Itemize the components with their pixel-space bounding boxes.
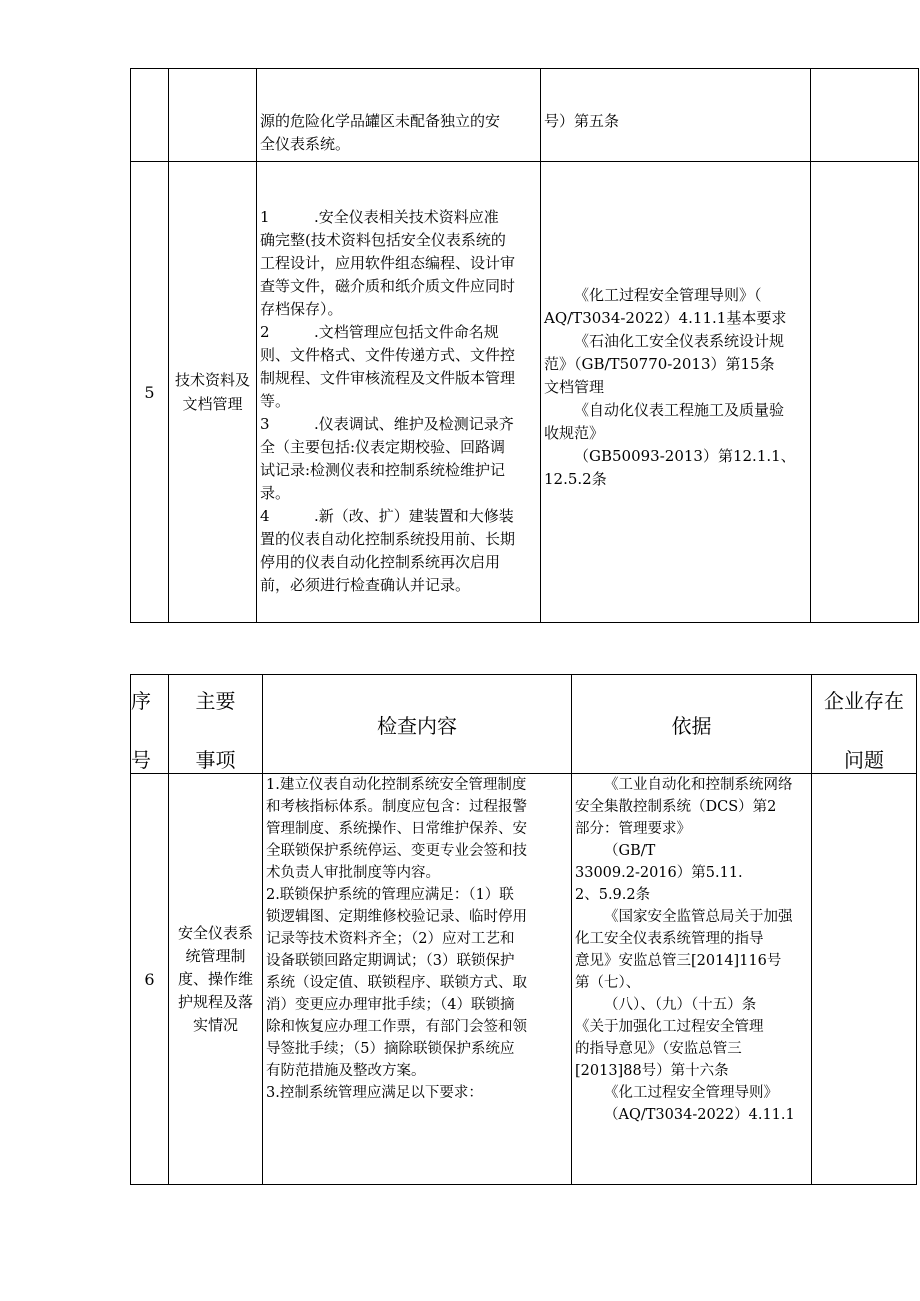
content-line: 1.建立仪表自动化控制系统安全管理制度 bbox=[266, 777, 527, 793]
content-line: 术负责人审批制度等内容。 bbox=[266, 865, 440, 881]
header-item: 主要 事项 bbox=[169, 675, 263, 774]
content-line: 置的仪表自动化控制系统投用前、长期 bbox=[260, 530, 516, 548]
clause-number: 3 bbox=[260, 415, 270, 433]
inspection-table-1 bbox=[130, 68, 919, 623]
basis-line: 第（七）、 bbox=[575, 975, 641, 991]
basis-line: 安全集散控制系统（DCS）第2 bbox=[575, 799, 777, 815]
item-line: 安全仪表系 bbox=[177, 923, 253, 942]
content-line: 存档保存）。 bbox=[260, 300, 343, 318]
basis-cell bbox=[572, 774, 812, 1185]
item-cell bbox=[169, 69, 257, 162]
content-line: 设备联锁回路定期调试；（3）联锁保护 bbox=[266, 953, 515, 969]
basis-line: 《化工过程安全管理导则》（ bbox=[574, 286, 762, 304]
item-line: 实情况 bbox=[192, 1015, 238, 1034]
content-line: 停用的仪表自动化控制系统再次启用 bbox=[260, 553, 501, 571]
header-content: 检查内容 bbox=[263, 675, 572, 774]
item-line: 护规程及落 bbox=[177, 992, 253, 1011]
clause-number: 2 bbox=[260, 323, 270, 341]
basis-line: 《国家安全监管总局关于加强 bbox=[604, 909, 793, 925]
header-basis: 依据 bbox=[572, 675, 812, 774]
content-line: 录。 bbox=[260, 484, 291, 502]
content-line: 等。 bbox=[260, 392, 291, 410]
header-issue: 企业存在 问题 bbox=[812, 675, 917, 774]
item-line: 统管理制 bbox=[185, 946, 246, 965]
issue-cell bbox=[812, 774, 917, 1185]
row-number: 5 bbox=[131, 162, 169, 623]
item-line: 度、操作维 bbox=[177, 969, 253, 988]
clause-number: 4 bbox=[260, 507, 270, 525]
issue-cell bbox=[811, 69, 919, 162]
table-row-5 bbox=[131, 162, 919, 623]
basis-line: 文档管理 bbox=[544, 378, 605, 396]
content-cell bbox=[257, 162, 541, 623]
content-line: 试记录:检测仪表和控制系统检维护记 bbox=[260, 461, 506, 479]
content-cell bbox=[257, 69, 541, 162]
item-cell bbox=[169, 774, 263, 1185]
row-number: 6 bbox=[131, 774, 169, 1185]
basis-line: 《石油化工安全仪表系统设计规 bbox=[574, 332, 785, 350]
basis-line: AQ/T3034-2022）4.11.1基本要求 bbox=[544, 309, 787, 327]
content-line: 工程设计，应用软件组态编程、设计审 bbox=[260, 254, 516, 272]
content-line: 制规程、文件审核流程及文件版本管理 bbox=[260, 369, 516, 387]
table-header-row bbox=[131, 675, 917, 774]
table-row-6 bbox=[131, 774, 917, 1185]
content-line: 和考核指标体系。制度应包含：过程报警 bbox=[266, 799, 527, 815]
basis-line: 部分：管理要求》 bbox=[575, 821, 691, 837]
inspection-table-2 bbox=[130, 674, 917, 1185]
basis-line: 《自动化仪表工程施工及质量验 bbox=[574, 401, 785, 419]
basis-line: 12.5.2条 bbox=[544, 470, 607, 488]
basis-line: 《关于加强化工过程安全管理 bbox=[575, 1019, 764, 1035]
content-line: 全仪表系统。 bbox=[260, 135, 351, 153]
content-line: 全（主要包括:仪表定期校验、回路调 bbox=[260, 438, 506, 456]
basis-line: 化工安全仪表系统管理的指导 bbox=[575, 931, 764, 947]
content-line: 前，必须进行检查确认并记录。 bbox=[260, 576, 471, 594]
basis-line: 收规范》 bbox=[544, 424, 605, 442]
basis-line: 意见》安监总管三[2014]116号 bbox=[575, 953, 782, 969]
content-line: 管理制度、系统操作、日常维护保养、安 bbox=[266, 821, 527, 837]
content-line: 3 .仪表调试、维护及检测记录齐 bbox=[260, 413, 537, 436]
content-line: 除和恢复应办理工作票，有部门会签和领 bbox=[266, 1019, 527, 1035]
item-cell bbox=[169, 162, 257, 623]
basis-line: （GB50093-2013）第12.1.1、 bbox=[574, 447, 796, 465]
content-line: 记录等技术资料齐全；（2）应对工艺和 bbox=[266, 931, 515, 947]
basis-line: （八）、（九）（十五）条 bbox=[604, 997, 757, 1013]
content-line: 查等文件，磁介质和纸介质文件应同时 bbox=[260, 277, 516, 295]
basis-line: 33009.2-2016）第5.11. bbox=[575, 865, 743, 881]
table-row-continuation bbox=[131, 69, 919, 162]
content-line: 全联锁保护系统停运、变更专业会签和技 bbox=[266, 843, 527, 859]
basis-line: 的指导意见》（安监总管三 bbox=[575, 1041, 742, 1057]
basis-line: 《化工过程安全管理导则》 bbox=[604, 1085, 778, 1101]
header-no: 序 号 bbox=[131, 675, 169, 774]
content-line: 有防范措施及整改方案。 bbox=[266, 1063, 426, 1079]
basis-line: [2013]88号）第十六条 bbox=[575, 1063, 729, 1079]
basis-line: 范》（GB/T50770-2013）第15条 bbox=[544, 355, 775, 373]
basis-line: 号）第五条 bbox=[544, 112, 620, 130]
clause-number: 1 bbox=[260, 208, 270, 226]
no-cell bbox=[131, 69, 169, 162]
content-line: 确完整(技术资料包括安全仪表系统的 bbox=[260, 231, 506, 249]
basis-line: （GB/T bbox=[604, 843, 656, 859]
content-line: 4 .新（改、扩）建装置和大修装 bbox=[260, 505, 537, 528]
content-line: 1 .安全仪表相关技术资料应准 bbox=[260, 206, 537, 229]
basis-line: 2、5.9.2条 bbox=[575, 887, 651, 903]
issue-cell bbox=[811, 162, 919, 623]
content-line: 2.联锁保护系统的管理应满足：（1）联 bbox=[266, 887, 514, 903]
content-line: 2 .文档管理应包括文件命名规 bbox=[260, 321, 537, 344]
basis-cell bbox=[541, 162, 811, 623]
basis-line: 《工业自动化和控制系统网络 bbox=[604, 777, 793, 793]
content-line: 锁逻辑图、定期维修校验记录、临时停用 bbox=[266, 909, 527, 925]
content-cell bbox=[263, 774, 572, 1185]
content-line: 则、文件格式、文件传递方式、文件控 bbox=[260, 346, 516, 364]
content-line: 导签批手续；（5）摘除联锁保护系统应 bbox=[266, 1041, 515, 1057]
content-line: 系统（设定值、联锁程序、联锁方式、取 bbox=[266, 975, 527, 991]
basis-line: （AQ/T3034-2022）4.11.1 bbox=[604, 1107, 795, 1123]
item-label: 技术资料及文档管理 bbox=[174, 371, 250, 413]
content-line: 源的危险化学品罐区未配备独立的安 bbox=[260, 112, 501, 130]
basis-cell bbox=[541, 69, 811, 162]
content-line: 3.控制系统管理应满足以下要求： bbox=[266, 1085, 483, 1101]
content-line: 消）变更应办理审批手续；（4）联锁摘 bbox=[266, 997, 515, 1013]
